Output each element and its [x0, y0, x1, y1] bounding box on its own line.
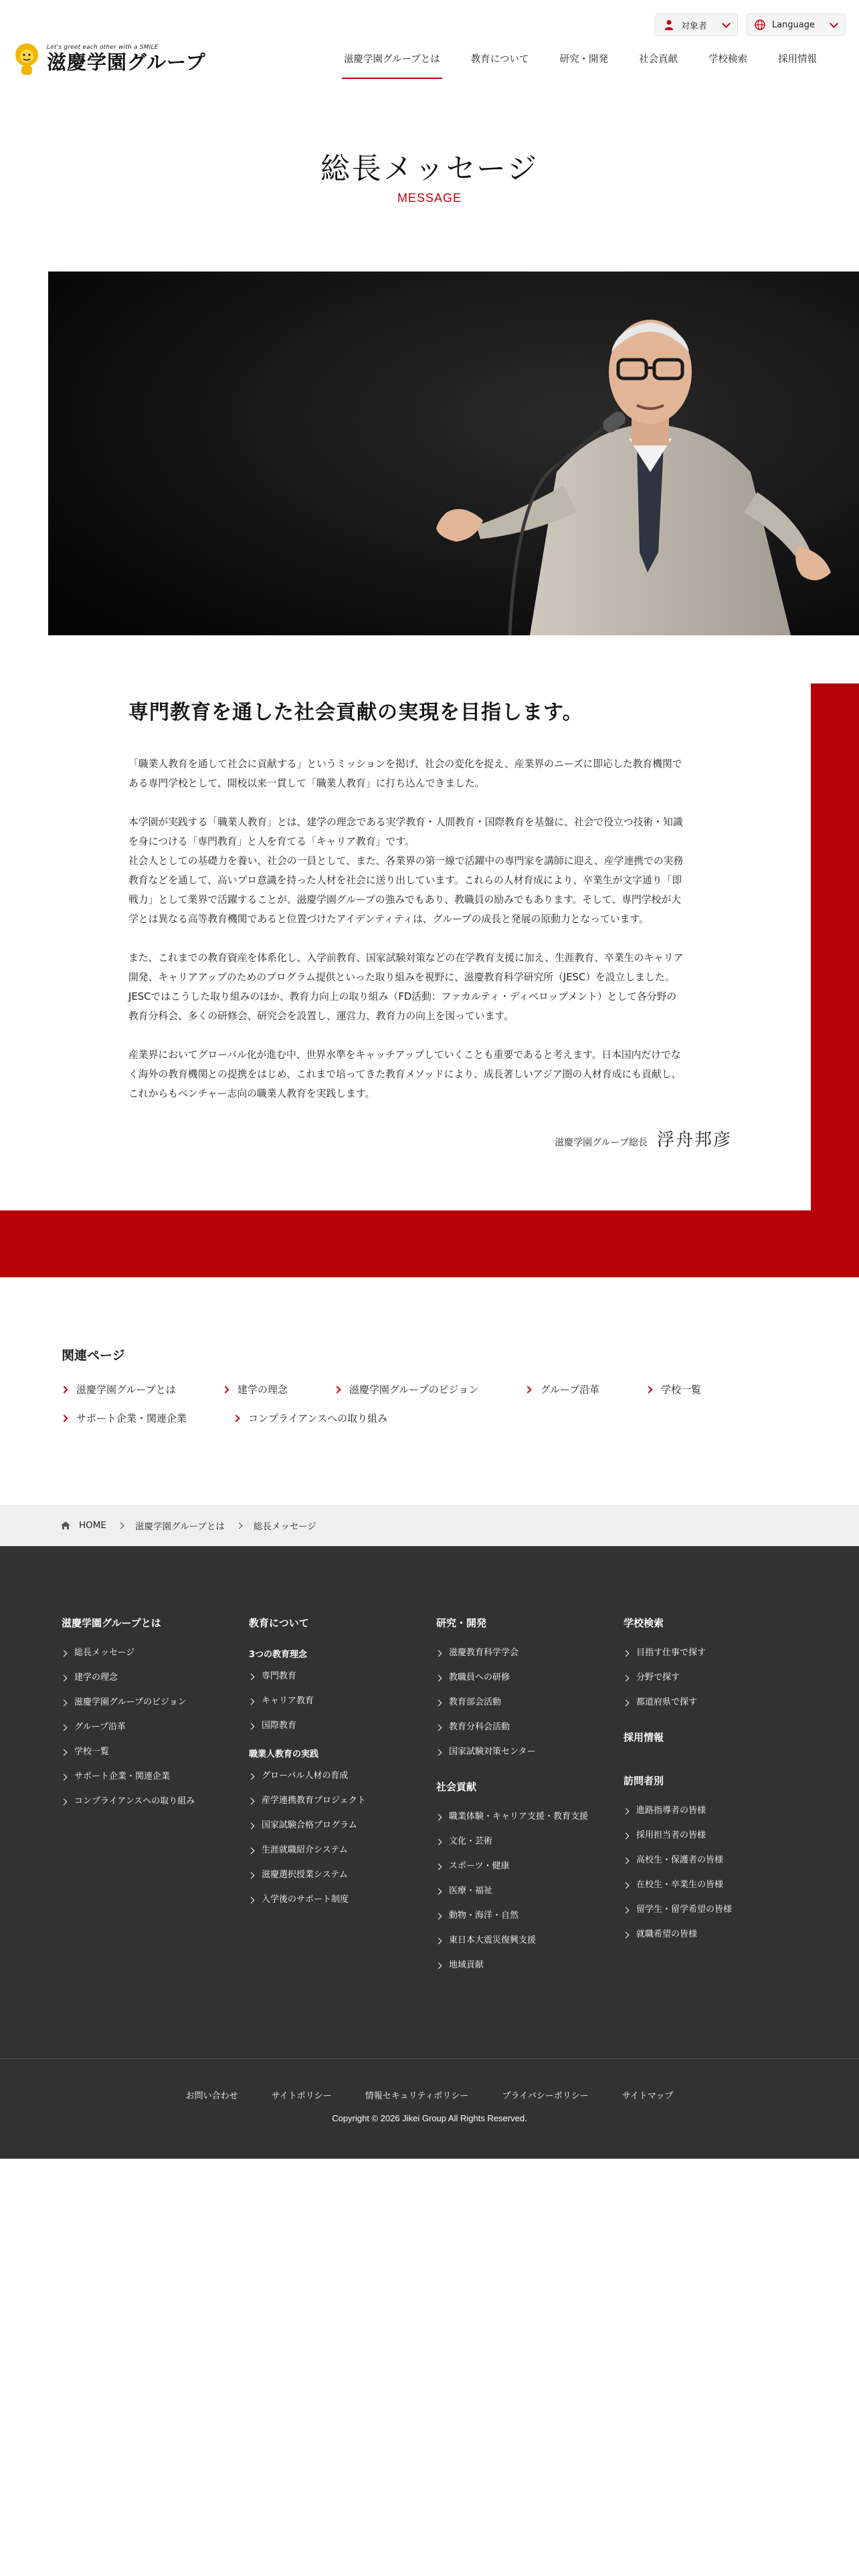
signature-name: 浮舟邦彦	[656, 1130, 732, 1150]
footer-links	[249, 1770, 436, 1906]
footer-col-education	[249, 1616, 436, 1984]
chevron-right-icon	[248, 1773, 255, 1780]
footer-bottom-link[interactable]: プライバシーポリシー	[502, 2091, 589, 2101]
footer-link-label: 留学生・留学希望の皆様	[636, 1905, 733, 1915]
footer-link-label: コンプライアンスへの取り組み	[74, 1796, 195, 1806]
site-header	[0, 0, 859, 94]
footer-bottom-links	[0, 2088, 859, 2101]
chevron-right-icon	[60, 1386, 68, 1393]
chancellor-photo	[48, 272, 859, 635]
footer-link-label: 学校一覧	[74, 1747, 110, 1757]
chevron-right-icon	[248, 1872, 255, 1879]
footer-link[interactable]	[62, 1771, 249, 1783]
nav-item-social[interactable]: 社会貢献	[639, 54, 678, 65]
chevron-right-icon	[436, 1699, 442, 1706]
chevron-right-icon	[524, 1386, 532, 1393]
footer-link-label: 滋慶教育科学学会	[449, 1648, 519, 1658]
related-link-label: 学校一覧	[661, 1384, 702, 1396]
footer-link[interactable]	[624, 1672, 811, 1684]
related-link[interactable]	[525, 1382, 599, 1396]
footer-link[interactable]	[249, 1869, 436, 1881]
footer-link[interactable]	[436, 1860, 624, 1872]
footer-link[interactable]	[624, 1929, 811, 1941]
footer-link-label: 国際教育	[262, 1721, 297, 1731]
chevron-right-icon	[623, 1931, 630, 1938]
nav-item-recruit[interactable]: 採用情報	[778, 54, 817, 65]
chevron-right-icon	[232, 1414, 240, 1422]
footer-link-label: 国家試験合格プログラム	[262, 1820, 357, 1830]
footer-link-label: 在校生・卒業生の皆様	[636, 1880, 724, 1890]
home-icon	[60, 1521, 71, 1530]
footer-link[interactable]	[624, 1879, 811, 1891]
footer-link-label: 専門教育	[262, 1671, 297, 1681]
footer-link-label: 教職員への研修	[449, 1673, 510, 1683]
chevron-right-icon	[60, 1414, 68, 1422]
footer-link-label: 就職希望の皆様	[636, 1929, 698, 1939]
related-link[interactable]	[62, 1382, 176, 1396]
message-paragraph: 本学園が実践する「職業人教育」とは、建学の理念である実学教育・人間教育・国際教育を基盤に、社会で役立つ技術・知識 を身につける「専門教育」と人を育てる「キャリア教育」です。 社会人としての基礎力を養い、社会の一員として、また、各業界の第一線で活躍中の専門家を講師に迎え、産学連携での実務 教育などを通して、高いプロ意識を持った人材を社会に送り出しています。これらの人材育成により、卒業生が文字通り「即 戦力」として業界で活躍することが、滋慶学園グループの強みでもあり、教職員の励みでもあります。そして、専門学校が大 学とは異なる高等教育機関であると位置づけたアイデンティティは、グループの成長と発展の原動力となっています。	[128, 817, 684, 925]
footer-link[interactable]	[436, 1959, 624, 1971]
footer-link-label: 進路指導者の皆様	[636, 1806, 706, 1816]
chevron-right-icon	[61, 1724, 68, 1731]
related-link-label: 滋慶学園グループのビジョン	[349, 1384, 479, 1396]
chevron-right-icon	[333, 1386, 341, 1393]
footer-link-label: 地域貢献	[449, 1960, 484, 1970]
chevron-down-icon	[830, 19, 838, 28]
footer-heading[interactable]: 研究・開発	[436, 1617, 487, 1629]
footer-link-label: キャリア教育	[262, 1696, 314, 1706]
footer-link[interactable]	[249, 1695, 436, 1707]
footer-link-label: 産学連携教育プロジェクト	[262, 1796, 366, 1806]
chevron-right-icon	[623, 1808, 630, 1814]
footer-link[interactable]	[624, 1904, 811, 1916]
chevron-right-icon	[248, 1897, 255, 1903]
page-subtitle: MESSAGE	[397, 191, 462, 205]
chevron-right-icon	[436, 1962, 442, 1969]
related-pages	[62, 1346, 811, 1425]
related-link[interactable]	[233, 1411, 387, 1425]
logo-tagline: Let's greet each other with a SMILE	[47, 44, 159, 51]
language-label: Language	[771, 19, 815, 30]
related-link-label: 建学の理念	[237, 1384, 288, 1396]
page-title: 総長メッセージ	[320, 152, 539, 186]
footer-link[interactable]	[249, 1894, 436, 1906]
footer-link-label: 入学後のサポート制度	[262, 1895, 349, 1905]
footer-heading[interactable]: 社会貢献	[436, 1781, 477, 1793]
footer-link-label: 都道府県で探す	[636, 1697, 698, 1707]
chevron-right-icon	[248, 1698, 255, 1705]
footer-link[interactable]	[62, 1697, 249, 1709]
message-paragraph: 「職業人教育を通して社会に貢献する」というミッションを掲げ、社会の変化を捉え、産業界のニーズに即応した教育機関で ある専門学校として、開校以来一貫して「職業人教育」に打ち込んできました。	[128, 758, 682, 789]
footer-link[interactable]	[62, 1721, 249, 1733]
footer-links	[436, 1811, 624, 1971]
footer-bottom	[0, 2058, 859, 2123]
chevron-right-icon	[61, 1798, 68, 1805]
chevron-right-icon	[436, 1675, 442, 1681]
footer-col-about	[62, 1616, 249, 1984]
footer-link[interactable]	[436, 1721, 624, 1733]
chevron-right-icon	[623, 1650, 630, 1656]
footer-link-label: 職業体験・キャリア支援・教育支援	[449, 1812, 589, 1822]
chevron-right-icon	[623, 1832, 630, 1839]
footer-bottom-link[interactable]: 情報セキュリティポリシー	[365, 2091, 469, 2101]
footer-link-label: 生涯就職紹介システム	[262, 1845, 348, 1855]
related-link-label: サポート企業・関連企業	[76, 1412, 187, 1424]
nav-item-school-search[interactable]: 学校検索	[708, 54, 747, 65]
footer-heading[interactable]: 採用情報	[624, 1731, 664, 1743]
chevron-right-icon	[436, 1724, 442, 1731]
message-paragraph: また、これまでの教育資産を体系化し、入学前教育、国家試験対策などの在学教育支援に加え、生涯教育、卒業生のキャリア 開発、キャリアアップのためのプログラム提供といった取り組みを視野に、滋慶教育科学研究所（JESC）を設立しました。 JESCではこうした取り組みのほか、教育力向上の取り組み（FD活動：ファカルティ・ディベロップメント）として各分野の 教育分科会、多くの研修会、研究会を設置し、運営力、教育力の向上を図っています。	[128, 952, 684, 1022]
globe-icon	[755, 19, 765, 30]
footer-bottom-link[interactable]: サイトポリシー	[271, 2091, 332, 2101]
signature	[555, 1126, 732, 1151]
signature-role: 滋慶学園グループ総長	[555, 1138, 648, 1148]
nav-item-about[interactable]: 滋慶学園グループとは	[328, 51, 456, 80]
footer-link[interactable]	[624, 1647, 811, 1659]
related-link-label: 滋慶学園グループとは	[76, 1384, 176, 1396]
nav-item-education[interactable]: 教育について	[470, 54, 529, 65]
chevron-right-icon	[645, 1386, 652, 1393]
footer-link-label: 建学の理念	[74, 1673, 118, 1683]
footer-links	[249, 1671, 436, 1732]
footer-link-label: 東日本大震災復興支援	[449, 1935, 537, 1945]
footer-link[interactable]	[436, 1910, 624, 1922]
footer-link-label: 国家試験対策センター	[449, 1747, 536, 1757]
footer-col-research	[436, 1616, 624, 1984]
footer-link-label: 滋慶学園グループのビジョン	[74, 1697, 187, 1707]
footer-link[interactable]	[624, 1854, 811, 1866]
audience-label: 対象者	[680, 21, 707, 31]
chevron-right-icon	[623, 1675, 630, 1681]
related-links	[62, 1382, 811, 1425]
chevron-right-icon	[118, 1522, 124, 1529]
footer-link[interactable]	[436, 1836, 624, 1848]
copyright: Copyright © 2026 Jikei Group All Rights Reserved.	[332, 2113, 527, 2123]
footer-link-label: 総長メッセージ	[74, 1648, 135, 1658]
footer-link[interactable]	[624, 1830, 811, 1842]
nav-item-research[interactable]: 研究・開発	[559, 54, 608, 65]
footer-link[interactable]	[436, 1746, 624, 1758]
footer-link[interactable]	[249, 1844, 436, 1856]
hero-photo	[48, 272, 859, 635]
breadcrumb-item[interactable]: 滋慶学園グループとは	[134, 1521, 225, 1532]
chevron-right-icon	[436, 1838, 442, 1845]
chevron-right-icon	[436, 1863, 442, 1870]
related-title: 関連ページ	[62, 1348, 125, 1363]
footer-heading: 訪問者別	[624, 1775, 664, 1787]
breadcrumb-current: 総長メッセージ	[253, 1521, 316, 1532]
chevron-right-icon	[61, 1749, 68, 1755]
footer-link-label: グループ沿革	[74, 1722, 126, 1732]
audience-dropdown[interactable]	[655, 13, 738, 36]
footer-link[interactable]	[436, 1647, 624, 1659]
chevron-right-icon	[235, 1522, 242, 1529]
page-title-block	[0, 144, 859, 205]
footer-link[interactable]	[62, 1647, 249, 1659]
footer-link-label: 教育部会活動	[449, 1697, 502, 1707]
footer-link[interactable]	[249, 1671, 436, 1683]
footer-link-label: 文化・芸術	[449, 1836, 493, 1846]
chevron-right-icon	[248, 1798, 255, 1804]
footer-columns	[62, 1616, 811, 1984]
footer-link[interactable]	[249, 1720, 436, 1732]
chevron-right-icon	[436, 1814, 442, 1820]
footer-link[interactable]	[624, 1697, 811, 1709]
footer-link[interactable]	[62, 1672, 249, 1684]
footer-link[interactable]	[436, 1935, 624, 1947]
footer-link-label: スポーツ・健康	[449, 1861, 510, 1871]
related-link[interactable]	[646, 1382, 701, 1396]
footer-link-label: サポート企業・関連企業	[74, 1772, 171, 1782]
footer-links	[436, 1647, 624, 1758]
message-card	[0, 635, 811, 1210]
chevron-right-icon	[623, 1882, 630, 1889]
footer-link-label: 医療・福祉	[449, 1886, 493, 1896]
footer-heading[interactable]: 学校検索	[624, 1617, 664, 1629]
chevron-right-icon	[436, 1937, 442, 1944]
chevron-right-icon	[61, 1699, 68, 1706]
footer-bottom-link[interactable]: サイトマップ	[622, 2091, 674, 2101]
footer-link[interactable]	[436, 1811, 624, 1823]
person-icon	[664, 19, 674, 30]
chevron-right-icon	[61, 1675, 68, 1681]
language-dropdown[interactable]	[746, 13, 846, 36]
footer-link[interactable]	[249, 1820, 436, 1832]
footer-link-label: 滋慶選択授業システム	[262, 1870, 348, 1880]
chevron-right-icon	[61, 1650, 68, 1656]
footer-link[interactable]	[62, 1796, 249, 1808]
related-link[interactable]	[223, 1382, 288, 1396]
footer-links	[624, 1647, 811, 1709]
chevron-right-icon	[436, 1913, 442, 1919]
logo-name: 滋慶学園グループ	[47, 51, 206, 74]
site-footer	[0, 1546, 859, 2159]
footer-link-label: 高校生・保護者の皆様	[636, 1855, 724, 1865]
chevron-right-icon	[221, 1386, 229, 1393]
chevron-right-icon	[623, 1857, 630, 1864]
footer-link-label: 教育分科会活動	[449, 1722, 510, 1732]
chevron-right-icon	[61, 1774, 68, 1780]
related-link[interactable]	[62, 1411, 187, 1425]
footer-link-label: 目指す仕事で探す	[636, 1648, 706, 1658]
message-lead: 専門教育を通した社会貢献の実現を目指します。	[128, 701, 583, 724]
utility-nav	[655, 13, 846, 36]
chevron-right-icon	[623, 1907, 630, 1913]
footer-links	[624, 1805, 811, 1941]
footer-heading[interactable]: 滋慶学園グループとは	[62, 1617, 161, 1629]
footer-link[interactable]	[436, 1672, 624, 1684]
related-link[interactable]	[335, 1382, 479, 1396]
breadcrumb	[0, 1505, 859, 1546]
chevron-right-icon	[436, 1749, 442, 1755]
footer-link[interactable]	[436, 1885, 624, 1897]
global-nav	[328, 51, 832, 80]
footer-subheading[interactable]: 職業人教育の実践	[249, 1749, 319, 1759]
message-body	[128, 754, 728, 1123]
chevron-right-icon	[623, 1699, 630, 1706]
related-link-label: コンプライアンスへの取り組み	[248, 1412, 388, 1424]
footer-link-label: グローバル人材の育成	[262, 1771, 349, 1781]
footer-col-search	[624, 1616, 811, 1984]
footer-link-label: 採用担当者の皆様	[636, 1830, 706, 1840]
footer-link[interactable]	[249, 1770, 436, 1782]
lion-mascot-icon	[12, 41, 41, 76]
site-logo[interactable]	[12, 41, 206, 76]
footer-bottom-link[interactable]: お問い合わせ	[185, 2091, 238, 2101]
footer-link-label: 分野で探す	[636, 1673, 680, 1683]
chevron-right-icon	[248, 1822, 255, 1829]
related-link-label: グループ沿革	[540, 1384, 600, 1396]
chevron-right-icon	[436, 1650, 442, 1656]
footer-link-label: 動物・海洋・自然	[449, 1911, 519, 1921]
footer-link[interactable]	[436, 1697, 624, 1709]
footer-links	[62, 1647, 249, 1808]
breadcrumb-home[interactable]: HOME	[79, 1520, 106, 1531]
footer-link[interactable]	[624, 1805, 811, 1817]
chevron-down-icon	[722, 19, 731, 28]
chevron-right-icon	[248, 1673, 255, 1680]
footer-heading[interactable]: 教育について	[249, 1617, 309, 1629]
footer-link[interactable]	[249, 1795, 436, 1807]
footer-subheading[interactable]: 3つの教育理念	[249, 1650, 308, 1660]
message-paragraph: 産業界においてグローバル化が進む中、世界水準をキャッチアップしていくことも重要であると考えます。日本国内だけでな く海外の教育機関との提携をはじめ、これまで培ってきた教育メソッドにより、成長著しいアジア圏の人材育成にも貢献し、 これからもベンチャー志向の職業人教育を実践します。	[128, 1049, 682, 1099]
chevron-right-icon	[436, 1888, 442, 1895]
footer-link[interactable]	[62, 1746, 249, 1758]
chevron-right-icon	[248, 1723, 255, 1729]
chevron-right-icon	[248, 1847, 255, 1854]
